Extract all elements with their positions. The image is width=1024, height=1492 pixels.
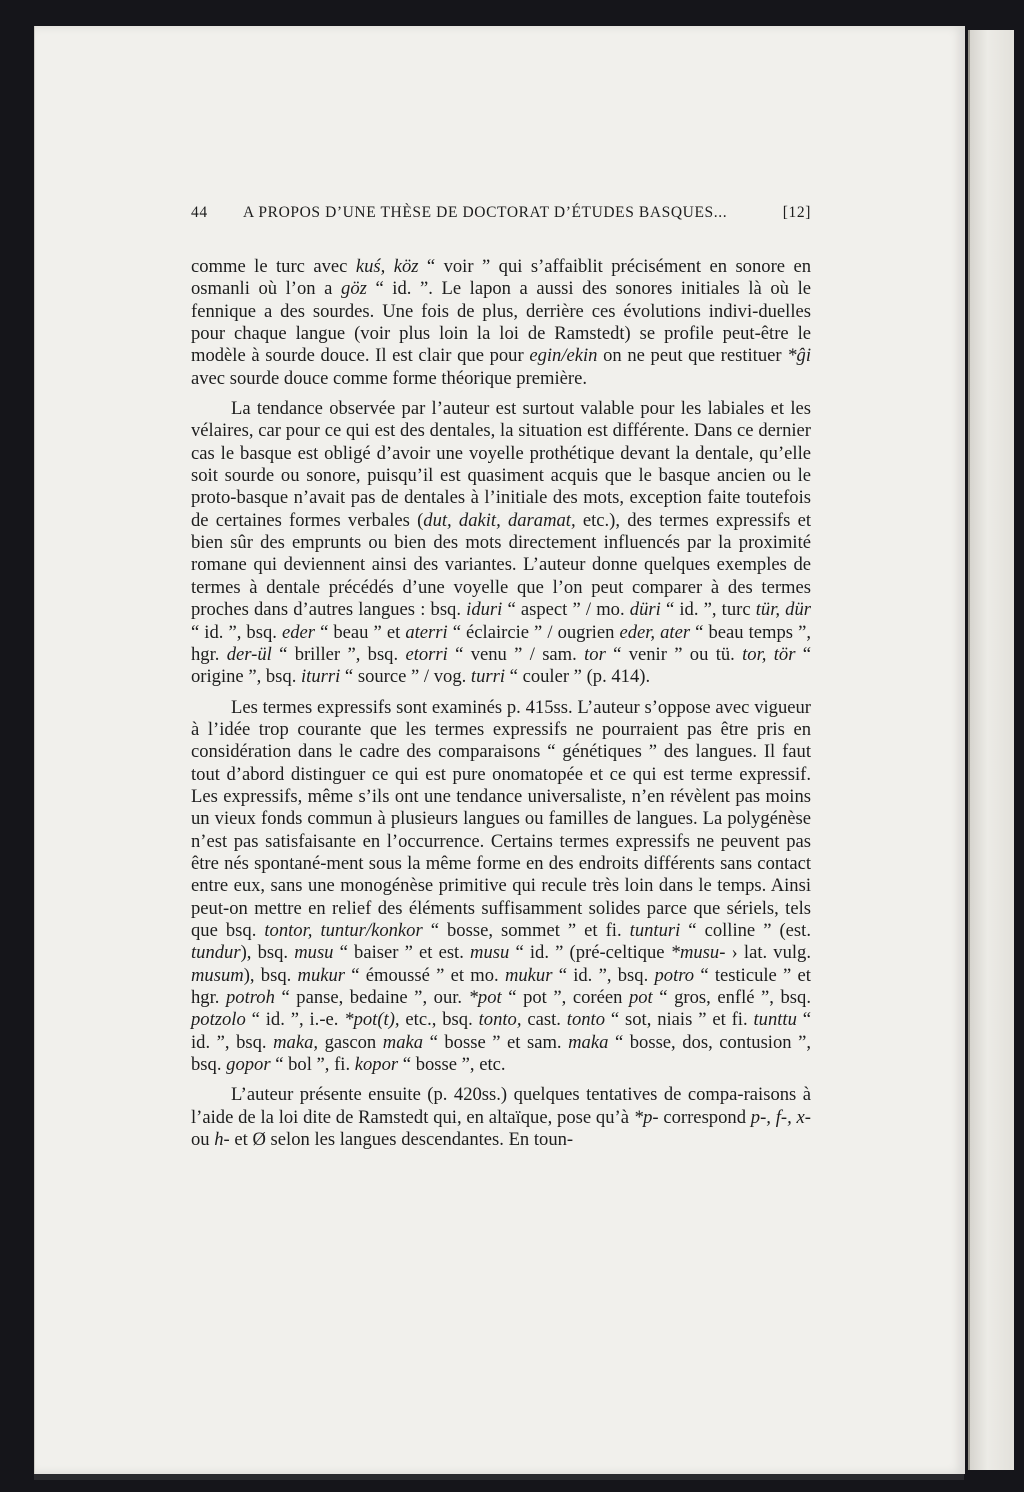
italic-term: iduri	[466, 599, 503, 621]
paragraph: Les termes expressifs sont examinés p. 415ss. L’auteur s’oppose avec vigueur à l’idée trop courante que les termes expressifs ne pourraient pas être pris en considération dans le cadre des comparaisons “ génétiques ” des langues. Il faut tout d’abord distinguer ce qui est pure onomatopée et ce qui est terme expressif. Les expressifs, même s’ils ont une tendance universaliste, n’en révèlent pas moins un vieux fonds commun à plusieurs langues ou familles de langues. La polygénèse n’est pas satisfaisante en l’occurrence. Certains termes expressifs ne peuvent pas être nés spontané-ment sous la même forme en des endroits différents sans contact entre eux, sans une monogénèse primitive qui recule très loin dans le temps. Ainsi peut-on mettre en relief des éléments suffisamment solides parce que sériels, tels que bsq. tontor, tuntur/konkor “ bosse, sommet ” et fi. tunturi “ colline ” (est. tundur), bsq. musu “ baiser ” et est. musu “ id. ” (pré-celtique *musu- › lat. vulg. musum), bsq. mukur “ émoussé ” et mo. mukur “ id. ”, bsq. potro “ testicule ” et hgr. potroh “ panse, bedaine ”, our. *pot “ pot ”, coréen pot “ gros, enflé ”, bsq. potzolo “ id. ”, i.-e. *pot(t), etc., bsq. tonto, cast. tonto “ sot, niais ” et fi. tunttu “ id. ”, bsq. maka, gascon maka “ bosse ” et sam. maka “ bosse, dos, contusion ”, bsq. gopor “ bol ”, fi. kopor “ bosse ”, etc.	[191, 696, 812, 1076]
italic-term: tontor, tuntur/konkor	[264, 919, 423, 941]
italic-term: *pot(t),	[344, 1009, 400, 1031]
italic-term: tundur	[191, 942, 241, 964]
body-text	[191, 256, 811, 1151]
italic-term: göz	[341, 278, 367, 300]
italic-term: musum	[191, 964, 244, 986]
section-number: [12]	[782, 204, 811, 221]
running-title: A PROPOS D’UNE THÈSE DE DOCTORAT D’ÉTUDES BASQUES...	[243, 204, 728, 221]
italic-term: dut, dakit, daramat,	[423, 509, 576, 531]
paragraph: La tendance observée par l’auteur est surtout valable pour les labiales et les vélaires, car pour ce qui est des dentales, la situation est différente. Dans ce dernier cas le basque est obligé d’avoir une voyelle prothétique devant la dentale, qu’elle soit sourde ou sonore, puisqu’il est quasiment acquis que le basque ancien ou le proto-basque n’avait pas de dentales à l’initiale des mots, exception faite toutefois de certaines formes verbales (dut, dakit, daramat, etc.), des termes expressifs et bien sûr des emprunts ou bien des mots directement influencés par la proximité romane qui deviennent ainsi des variantes. L’auteur donne quelques exemples de termes à dentale précédés d’une voyelle que l’on peut comparer à des termes proches dans d’autres langues : bsq. iduri “ aspect ” / mo. düri “ id. ”, turc tür, dür “ id. ”, bsq. eder “ beau ” et aterri “ éclaircie ” / ougrien eder, ater “ beau temps ”, hgr. der-ül “ briller ”, bsq. etorri “ venu ” / sam. tor “ venir ” ou tü. tor, tör “ origine ”, bsq. iturri “ source ” / vog. turri “ couler ” (p. 414).	[191, 398, 812, 688]
italic-term: h-	[214, 1129, 230, 1151]
italic-term: aterri	[405, 621, 448, 643]
italic-term: p-, f-, x-	[750, 1106, 811, 1128]
italic-term: maka,	[273, 1031, 319, 1053]
italic-term: egin/ekin	[529, 345, 598, 367]
paragraph: L’auteur présente ensuite (p. 420ss.) quelques tentatives de compa-raisons à l’aide de la loi dite de Ramstedt qui, en altaïque, pose qu’à *p- correspond p-, f-, x- ou h- et Ø selon les langues descendantes. En toun-	[191, 1084, 811, 1151]
next-page-edge	[968, 30, 1014, 1470]
italic-term: tor	[584, 643, 606, 665]
italic-term: potro	[654, 964, 695, 986]
italic-term: mukur	[297, 964, 346, 986]
italic-term: eder	[281, 621, 316, 643]
page-number: 44	[191, 204, 208, 221]
italic-term: musu	[470, 942, 510, 964]
italic-term: tür, dür	[755, 599, 812, 621]
italic-term: tonto,	[478, 1009, 522, 1031]
italic-term: kuś, köz	[355, 256, 419, 277]
italic-term: *p-	[633, 1106, 659, 1128]
italic-term: *pot	[468, 987, 502, 1008]
italic-term: tunturi	[629, 919, 681, 941]
italic-term: pot	[628, 987, 653, 1008]
italic-term: mukur	[504, 964, 553, 986]
page-bottom-shadow	[34, 1474, 964, 1480]
italic-term: der-ül	[226, 643, 272, 665]
italic-term: maka	[568, 1031, 609, 1053]
italic-term: potroh	[225, 987, 275, 1008]
italic-term: kopor	[354, 1054, 399, 1076]
italic-term: musu	[294, 942, 334, 964]
italic-term: maka	[382, 1031, 424, 1053]
italic-term: iturri	[301, 666, 341, 688]
italic-term: etorri	[405, 643, 448, 665]
italic-term: *musu-	[670, 942, 726, 964]
italic-term: eder, ater	[619, 621, 691, 643]
italic-term: *ĝi	[787, 345, 811, 367]
italic-term: gopor	[226, 1054, 271, 1076]
italic-term: tor, tör	[742, 643, 796, 665]
italic-term: turri	[470, 666, 506, 688]
italic-term: düri	[629, 599, 661, 621]
italic-term: tunttu	[753, 1009, 797, 1031]
paragraph: comme le turc avec kuś, köz “ voir ” qui s’affaiblit précisément en sonore en osmanli où l’on a göz “ id. ”. Le lapon a aussi des sonores initiales là où le fennique a des sourdes. Une fois de plus, derrière ces évolutions indivi-duelles pour chaque langue (voir plus loin la loi de Ramstedt) se profile peut-être le modèle à sourde douce. Il est clair que pour egin/ekin on ne peut que restituer *ĝi avec sourde douce comme forme théorique première.	[191, 256, 811, 389]
italic-term: tonto	[566, 1009, 606, 1031]
italic-term: potzolo	[191, 1009, 246, 1031]
running-header	[191, 204, 811, 226]
